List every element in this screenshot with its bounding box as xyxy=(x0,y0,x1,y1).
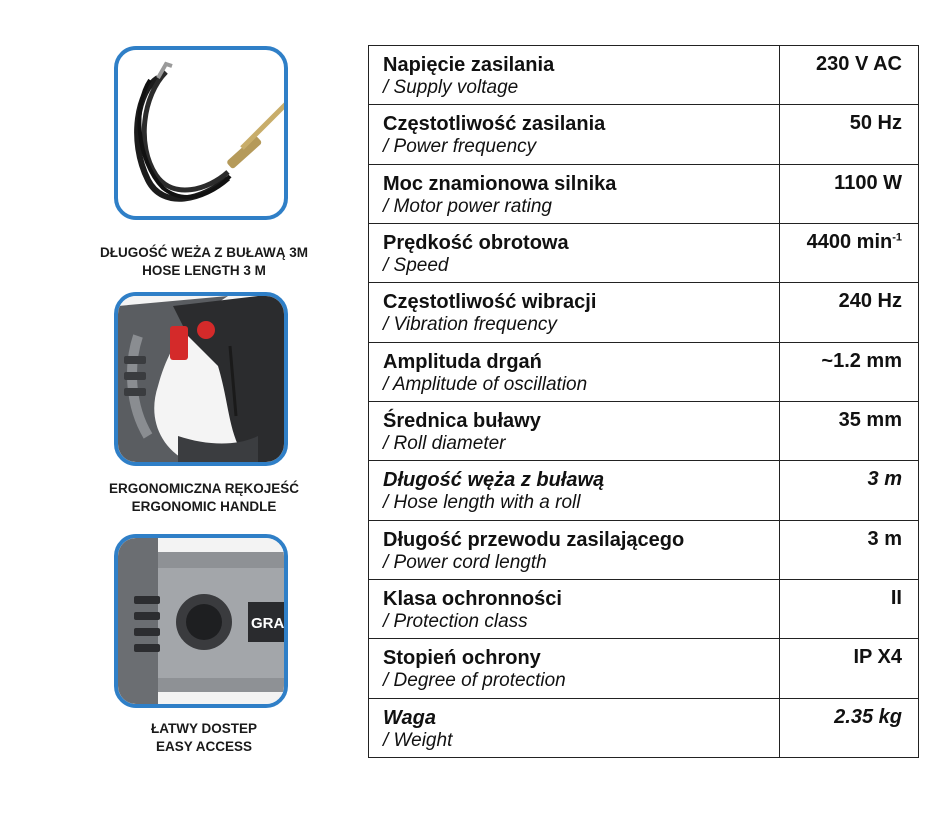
spec-row xyxy=(369,164,919,223)
caption-line-pl: ŁATWY DOSTEP xyxy=(150,721,257,736)
spec-name-pl: Napięcie zasilania xyxy=(383,54,555,76)
spec-row xyxy=(369,223,919,282)
motor-image-tile xyxy=(114,534,288,708)
spec-value: 230 V AC xyxy=(780,46,919,105)
feature-caption xyxy=(78,720,330,756)
feature-caption xyxy=(78,244,330,280)
brand-logo-fragment: GRA xyxy=(251,615,284,632)
spec-value: 240 Hz xyxy=(780,283,919,342)
feature-caption xyxy=(78,480,330,516)
spec-name-en: / Degree of protection xyxy=(383,670,566,692)
spec-name-pl: Moc znamionowa silnika xyxy=(383,172,617,195)
hose-icon xyxy=(118,50,284,216)
spec-row xyxy=(369,401,919,460)
spec-name-en: / Hose length with a roll xyxy=(383,492,581,514)
specifications-table xyxy=(368,45,919,758)
spec-value xyxy=(780,223,919,282)
motor-housing-icon xyxy=(118,538,284,704)
spec-name-pl: Prędkość obrotowa xyxy=(383,231,569,254)
spec-name-en: / Roll diameter xyxy=(383,432,506,454)
spec-name-pl: Amplituda drgań xyxy=(383,350,542,373)
spec-row xyxy=(369,639,919,698)
spec-name-en: / Motor power rating xyxy=(383,195,552,217)
handle-icon xyxy=(118,296,284,462)
spec-name-pl: Długość węża z buławą xyxy=(383,469,605,492)
caption-line-pl: ERGONOMICZNA RĘKOJEŚĆ xyxy=(108,481,299,496)
spec-row xyxy=(369,520,919,579)
spec-row xyxy=(369,579,919,638)
hose-image-tile xyxy=(114,46,288,220)
spec-name-en: / Supply voltage xyxy=(383,77,519,98)
spec-row xyxy=(369,283,919,342)
spec-value-text: 2.35 kg xyxy=(834,705,902,728)
spec-value xyxy=(780,698,919,757)
spec-name-pl: Stopień ochrony xyxy=(383,647,541,670)
spec-value-text: 3 m xyxy=(867,468,902,491)
spec-value: 35 mm xyxy=(780,401,919,460)
spec-name-pl: Klasa ochronności xyxy=(383,587,562,610)
spec-value: II xyxy=(780,579,919,638)
spec-row xyxy=(369,342,919,401)
spec-name-en: / Vibration frequency xyxy=(383,314,557,336)
spec-value: ~1.2 mm xyxy=(780,342,919,401)
spec-name-pl: Częstotliwość wibracji xyxy=(383,291,597,314)
spec-row xyxy=(369,46,919,105)
spec-value: 1100 W xyxy=(780,164,919,223)
spec-row xyxy=(369,105,919,164)
spec-value xyxy=(780,461,919,520)
spec-name-en: / Protection class xyxy=(383,610,528,632)
spec-name-en: / Speed xyxy=(383,254,449,276)
spec-value: IP X4 xyxy=(780,639,919,698)
spec-value: 3 m xyxy=(780,520,919,579)
spec-value-exponent: -1 xyxy=(892,231,902,244)
caption-line-en: ERGONOMIC HANDLE xyxy=(131,499,277,514)
handle-image-tile xyxy=(114,292,288,466)
spec-row xyxy=(369,461,919,520)
spec-name-pl: Długość przewodu zasilającego xyxy=(383,528,685,551)
spec-name-en: / Power frequency xyxy=(383,136,537,158)
spec-name-en: / Amplitude of oscillation xyxy=(383,373,588,395)
caption-line-en: HOSE LENGTH 3 M xyxy=(142,263,266,278)
spec-value-text: 4400 min xyxy=(806,230,893,253)
spec-name-pl: Waga xyxy=(383,706,436,729)
spec-value: 50 Hz xyxy=(780,105,919,164)
spec-row xyxy=(369,698,919,757)
spec-name-pl: Średnica buławy xyxy=(383,409,541,432)
spec-name-en: / Weight xyxy=(383,729,453,751)
caption-line-en: EASY ACCESS xyxy=(155,739,253,754)
caption-line-pl: DŁUGOŚĆ WEŻA Z BUŁAWĄ 3M xyxy=(100,245,308,260)
spec-name-en: / Power cord length xyxy=(383,551,547,573)
spec-name-pl: Częstotliwość zasilania xyxy=(383,113,606,136)
